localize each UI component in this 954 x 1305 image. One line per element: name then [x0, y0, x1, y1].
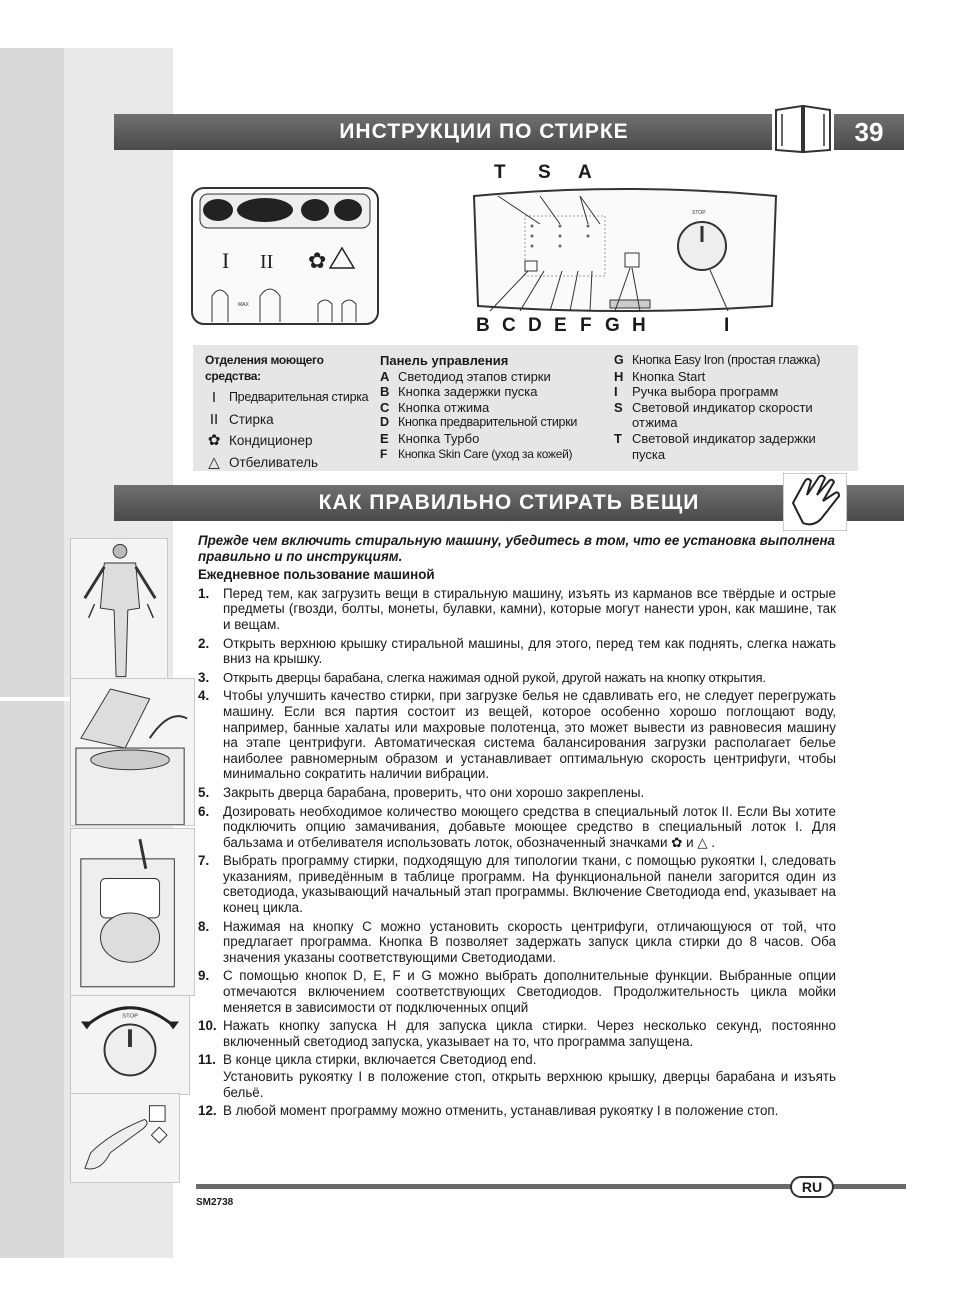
- instructions-content: [198, 533, 836, 1119]
- model-code: SM2738: [196, 1197, 234, 1208]
- legend-item: D Кнопка предварительной стирки: [380, 415, 578, 430]
- compartment-row: [205, 433, 375, 449]
- label-G: G: [605, 315, 620, 336]
- list-item: 10. Нажать кнопку запуска H для запуска цикла стирки. Через несколько секунд, постоянно включенный светодиод запуска, указывает на то, что программа запущена.: [198, 1018, 836, 1049]
- roman-two-icon: II: [209, 410, 219, 428]
- list-item: 9. С помощью кнопок D, E, F и G можно выбрать дополнительные функции. Выбранные опции отмечаются включением соответствующих Светодиодов. Продолжительность цикла мойки меняется в зависимости от подключенных опций: [198, 968, 836, 1015]
- panel-title: Панель управления: [380, 353, 509, 368]
- label-S: S: [538, 162, 551, 183]
- list-item: 3. Открыть дверцы барабана, слегка нажимая одной рукой, другой нажать на кнопку открытия.: [198, 669, 766, 685]
- list-item: 1. Перед тем, как загрузить вещи в стиральную машину, изъять из карманов все твёрдые и острые предметы (гвозди, болты, монеты, булавки, камни), которые могут нанести урон, как машине, так и вещам.: [198, 585, 836, 632]
- subheading: Ежедневное пользование машиной: [198, 567, 435, 583]
- legend-compartments: [205, 353, 375, 471]
- compartment-label: Стирка: [229, 411, 274, 427]
- detergent-dispenser-diagram: [190, 186, 380, 326]
- bleach-triangle-icon: △: [208, 453, 220, 471]
- roman-one-icon: I: [211, 389, 217, 407]
- label-B: B: [476, 315, 490, 336]
- panel-stop-label: STOP: [692, 210, 706, 216]
- legend-item: S Световой индикатор скорости отжима: [614, 399, 813, 431]
- compartment-label: Предварительная стирка: [229, 390, 369, 405]
- list-item: Установить рукоятку I в положение стоп, открыть верхнюю крышку, дверцы барабана и изъять бельё.: [223, 1069, 836, 1100]
- control-panel-diagram: [470, 186, 780, 316]
- intro-text: Прежде чем включить стиральную машину, убедитесь в том, что ее установка выполнена правильно и по инструкциям.: [198, 533, 835, 564]
- open-lid-illustration: [70, 678, 195, 826]
- legend-panel: [380, 353, 605, 462]
- compartment-label: Кондиционер: [229, 433, 313, 449]
- legend-item: I Ручка выбора программ: [614, 384, 779, 400]
- compartments-title: Отделения моющего средства:: [205, 353, 324, 383]
- compartment-row: [205, 455, 375, 471]
- list-item: 11. В конце цикла стирки, включается Светодиод end.: [198, 1052, 537, 1068]
- label-I: I: [724, 315, 730, 336]
- language-badge: RU: [790, 1176, 834, 1198]
- section-title: КАК ПРАВИЛЬНО СТИРАТЬ ВЕЩИ: [114, 485, 904, 521]
- dispenser-max-label: MAX: [238, 302, 249, 308]
- compartment-label: Отбеливатель: [229, 454, 318, 470]
- label-H: H: [632, 315, 646, 336]
- legend-item: C Кнопка отжима: [380, 399, 490, 415]
- page-title: ИНСТРУКЦИИ ПО СТИРКЕ: [114, 114, 854, 150]
- label-E: E: [554, 315, 567, 336]
- list-item: 4. Чтобы улучшить качество стирки, при загрузке белья не сдавливать его, не следует перегружать машину. Если вся партия состоит из вещей, которое особенно хорошо поглощают воду, например, банные халаты или махровые полотенца, это может вывести из равновесия машину на этапе центрифуги. Автоматическая система балансирования загрузки располагает белье наиболее равномерным образом и устанавливает оптимальную скорость центрифуги, чтобы минимально сократить наличии вибрации.: [198, 688, 836, 782]
- legend-item: H Кнопка Start: [614, 368, 706, 384]
- flower-icon: ✿: [207, 432, 221, 450]
- open-book-icon: [772, 100, 834, 156]
- list-item: 7. Выбрать программу стирки, подходящую для типологии ткани, с помощью рукоятки I, следовать указаниям, приведённым в таблице программ. На функциональной панели загорится один из светодиода, указывающий начальный этап программы. Включение Светодиода end, указывает на конец цикла.: [198, 853, 836, 916]
- page-number: 39: [834, 114, 904, 150]
- legend-item: E Кнопка Турбо: [380, 430, 480, 446]
- label-D: D: [528, 315, 542, 336]
- start-button-press-illustration: [70, 1093, 180, 1183]
- list-item: 5. Закрыть дверца барабана, проверить, что они хорошо закреплены.: [198, 784, 645, 800]
- list-item: 6. Дозировать необходимое количество моющего средства в специальный лоток II. Если Вы хотите подключить опцию замачивания, добавьте моющее средство в специальный лоток I. Для бальзама и отбеливателя использовать лоток, обозначенный значками ✿ и △ .: [198, 803, 836, 850]
- legend-item: B Кнопка задержки пуска: [380, 384, 538, 400]
- dispenser-mark-one: I: [222, 248, 230, 273]
- dispenser-mark-two: II: [260, 251, 274, 273]
- person-emptying-pockets-illustration: [70, 538, 168, 683]
- knob-stop-label: STOP: [122, 1013, 139, 1020]
- legend-panel-2: [614, 353, 850, 462]
- hands-icon: [783, 473, 847, 531]
- legend-item: T Световой индикатор задержки пуска: [614, 430, 816, 462]
- legend-item: G Кнопка Easy Iron (простая глажка): [614, 353, 821, 367]
- label-A: A: [578, 162, 592, 183]
- program-knob-illustration: [70, 995, 190, 1095]
- label-F: F: [580, 315, 592, 336]
- legend-item: F Кнопка Skin Care (уход за кожей): [380, 446, 573, 461]
- compartment-row: [205, 390, 375, 406]
- list-item: 2. Открыть верхнюю крышку стиральной машины, для этого, перед тем как поднять, слегка нажать вниз на крышку.: [198, 635, 836, 667]
- dispenser-flower-icon: ✿: [308, 248, 327, 273]
- legend-item: A Светодиод этапов стирки: [380, 368, 551, 384]
- detergent-drawer-illustration: [70, 828, 195, 996]
- label-T: T: [494, 162, 506, 183]
- compartment-row: [205, 412, 375, 428]
- label-C: C: [502, 315, 516, 336]
- list-item: 8. Нажимая на кнопку C можно установить скорость центрифуги, отличающуюся от той, что предлагает программа. Кнопка B позволяет задержать запуск цикла стирки до 8 часов. Оба значения указаны соответствующими Светодиодами.: [198, 918, 836, 965]
- list-item: 12. В любой момент программу можно отменить, устанавливая рукоятку I в положение стоп.: [198, 1103, 779, 1119]
